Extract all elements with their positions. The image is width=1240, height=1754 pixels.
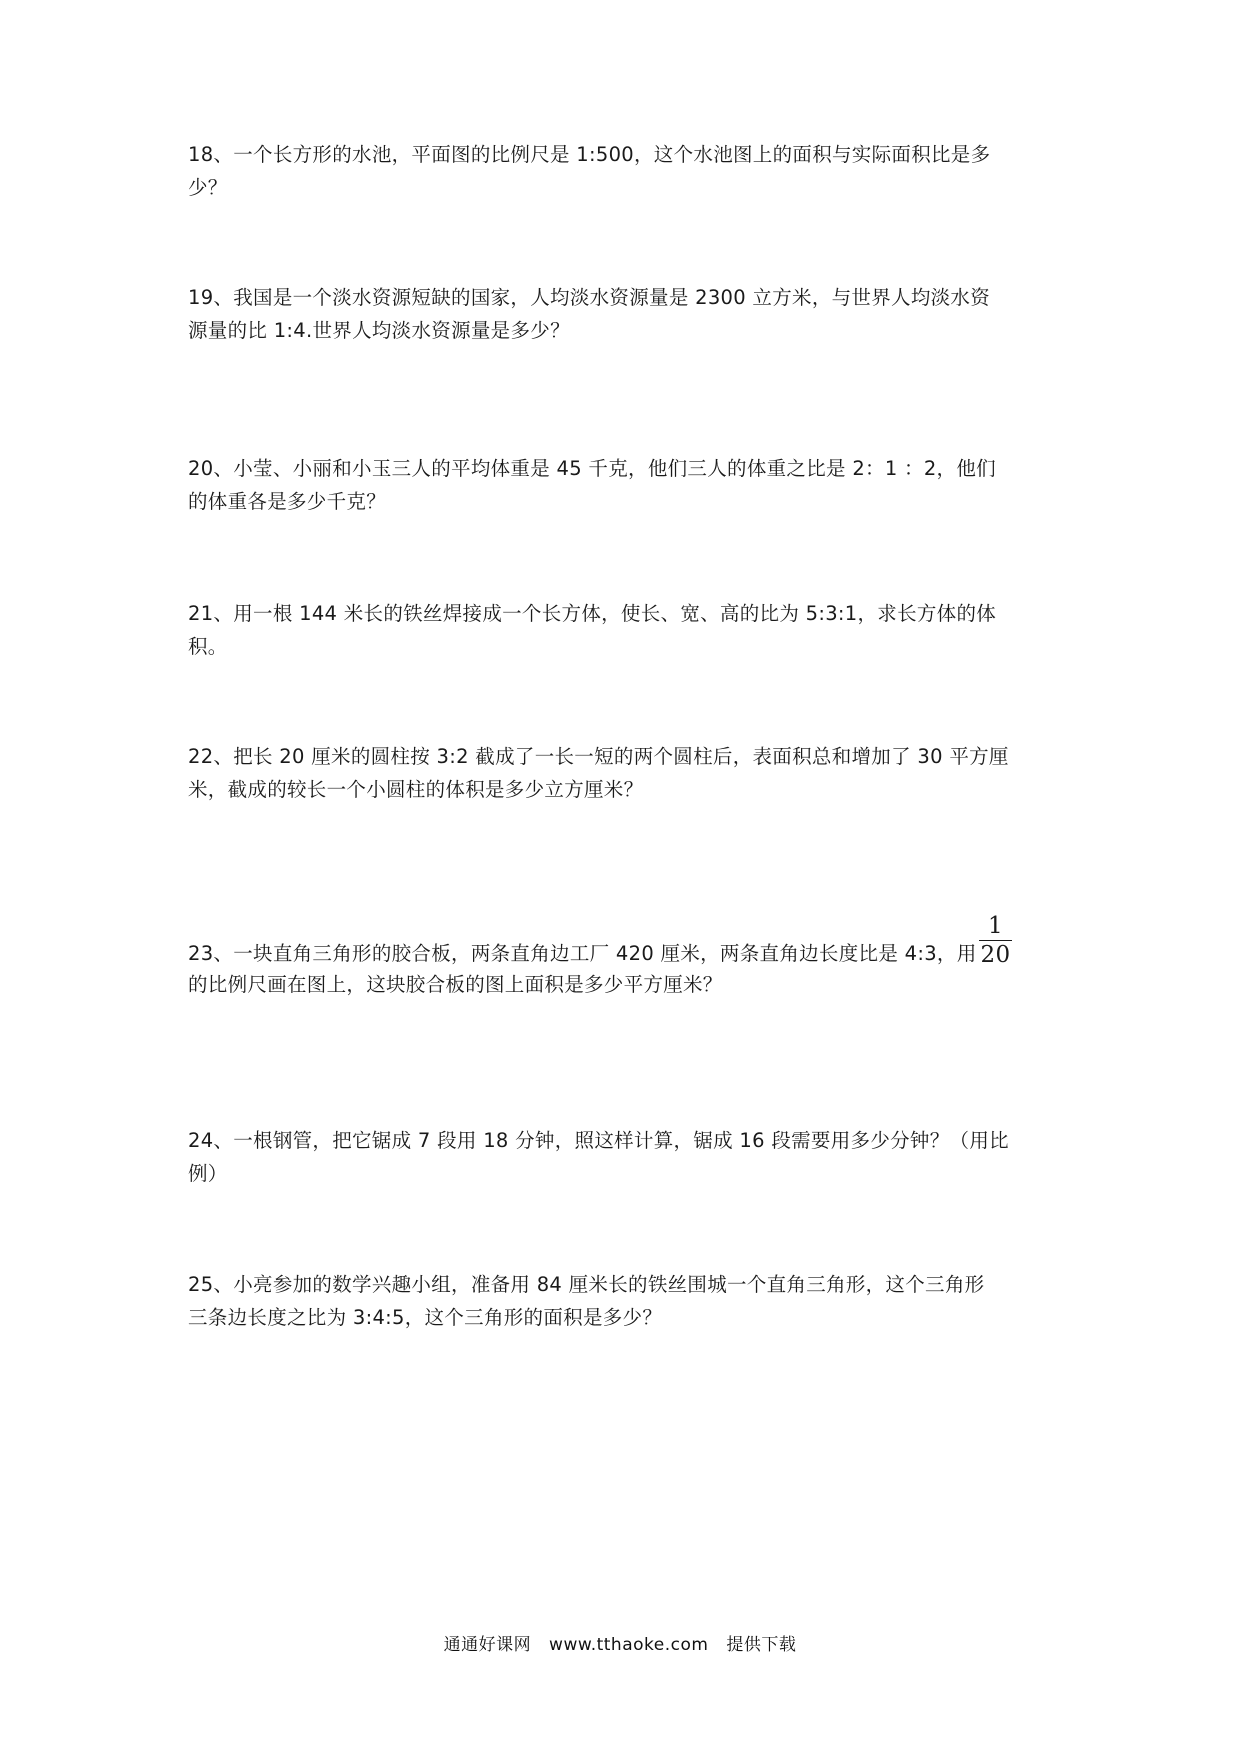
- problem-25: [188, 1268, 1058, 1334]
- problem-22: [188, 740, 1058, 806]
- problem-text: 少？: [188, 176, 228, 199]
- problem-text: 的比例尺画在图上，这块胶合板的图上面积是多少平方厘米？: [188, 973, 723, 996]
- problem-text: 例）: [188, 1162, 228, 1185]
- problem-text: 三条边长度之比为 3:4:5，这个三角形的面积是多少？: [188, 1306, 663, 1329]
- problem-text: 25、小亮参加的数学兴趣小组，准备用 84 厘米长的铁丝围城一个直角三角形，这个三角形: [188, 1273, 985, 1296]
- problem-text: 22、把长 20 厘米的圆柱按 3:2 截成了一长一短的两个圆柱后，表面积总和增加了 30 平方厘: [188, 745, 1009, 768]
- problem-text: 23、一块直角三角形的胶合板，两条直角边工厂 420 厘米，两条直角边长度比是 4:3，用: [188, 942, 977, 965]
- problem-20: [188, 452, 1058, 518]
- fraction-numerator: 1: [979, 913, 1013, 941]
- fraction-denominator: 20: [980, 942, 1011, 968]
- problem-text: 24、一根钢管，把它锯成 7 段用 18 分钟，照这样计算，锯成 16 段需要用多少分钟？（用比: [188, 1129, 1009, 1152]
- scale-fraction: [979, 913, 1013, 968]
- problem-text: 的体重各是多少千克？: [188, 490, 387, 513]
- footer-url: www.tthaoke.com: [549, 1635, 709, 1655]
- footer-suffix: 提供下载: [726, 1635, 797, 1655]
- problem-18: [188, 138, 1058, 204]
- problem-21: [188, 597, 1058, 663]
- problem-text: 积。: [188, 635, 228, 658]
- footer-site-name: 通通好课网: [443, 1635, 532, 1655]
- problem-text: 米，截成的较长一个小圆柱的体积是多少立方厘米？: [188, 778, 644, 801]
- problem-text: 20、小莹、小丽和小玉三人的平均体重是 45 千克，他们三人的体重之比是 2：1 ：2，他们: [188, 457, 996, 480]
- problem-text: 19、我国是一个淡水资源短缺的国家，人均淡水资源量是 2300 立方米，与世界人均淡水资: [188, 286, 991, 309]
- problem-text: 源量的比 1:4.世界人均淡水资源量是多少？: [188, 319, 570, 342]
- problem-24: [188, 1124, 1058, 1190]
- problem-text: 18、一个长方形的水池，平面图的比例尺是 1:500，这个水池图上的面积与实际面积比是多: [188, 143, 991, 166]
- problem-text: 21、用一根 144 米长的铁丝焊接成一个长方体，使长、宽、高的比为 5:3:1，求长方体的体: [188, 602, 997, 625]
- problem-23: [188, 913, 1058, 1001]
- page-footer: [0, 1630, 1240, 1655]
- problem-19: [188, 281, 1058, 347]
